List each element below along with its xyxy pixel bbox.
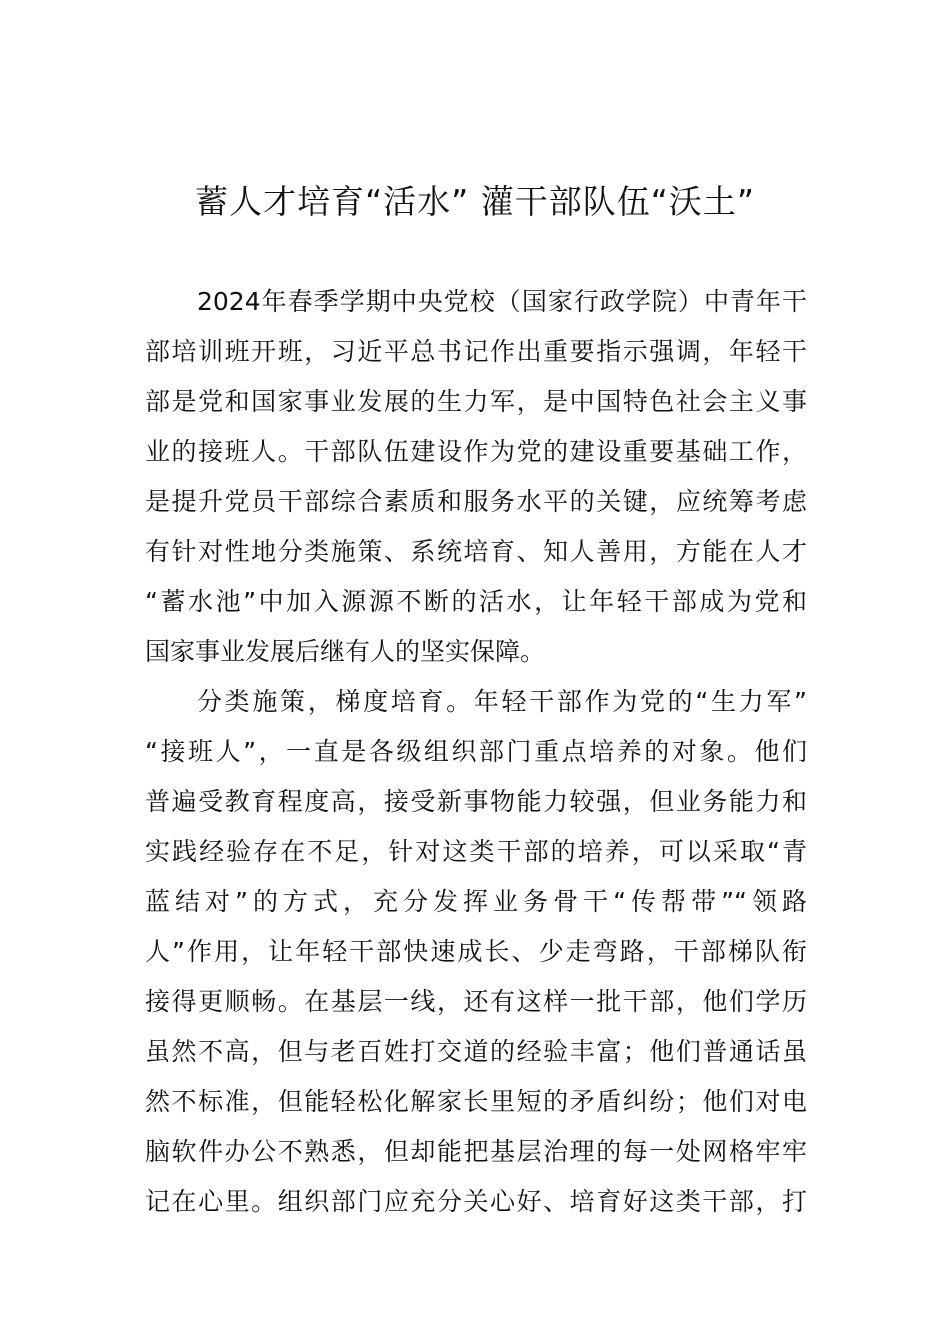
document-title: 蓄人才培育“活水” 灌干部队伍“沃土” [195, 182, 755, 221]
body-line: 分类施策，梯度培育。年轻干部作为党的“生力军” [197, 687, 807, 716]
document-body [145, 277, 807, 1227]
body-line: 蓝结对”的方式，充分发挥业务骨干“传帮带”“领路 [145, 887, 807, 916]
body-line: “蓄水池”中加入源源不断的活水，让年轻干部成为党和 [145, 587, 807, 616]
body-line: 脑软件办公不熟悉，但却能把基层治理的每一处网格牢牢 [145, 1137, 807, 1166]
body-line: 有针对性地分类施策、系统培育、知人善用，方能在人才 [145, 537, 807, 566]
body-line: 虽然不高，但与老百姓打交道的经验丰富；他们普通话虽 [145, 1037, 807, 1066]
body-line: 部培训班开班，习近平总书记作出重要指示强调，年轻干 [145, 337, 807, 366]
body-line: 国家事业发展后继有人的坚实保障。 [145, 637, 546, 666]
body-line: 实践经验存在不足，针对这类干部的培养，可以采取“青 [145, 837, 807, 866]
body-line: 然不标准，但能轻松化解家长里短的矛盾纠纷；他们对电 [145, 1087, 807, 1116]
body-line: 普遍受教育程度高，接受新事物能力较强，但业务能力和 [145, 787, 807, 816]
body-line: “接班人”，一直是各级组织部门重点培养的对象。他们 [145, 737, 807, 766]
body-line: 是提升党员干部综合素质和服务水平的关键，应统筹考虑 [145, 487, 807, 516]
body-line: 部是党和国家事业发展的生力军，是中国特色社会主义事 [145, 387, 807, 416]
body-line: 人”作用，让年轻干部快速成长、少走弯路，干部梯队衔 [145, 937, 807, 966]
body-line: 记在心里。组织部门应充分关心好、培育好这类干部，打 [145, 1187, 807, 1216]
body-line: 接得更顺畅。在基层一线，还有这样一批干部，他们学历 [145, 987, 807, 1016]
body-line: 2024年春季学期中央党校（国家行政学院）中青年干 [197, 287, 807, 316]
body-line: 业的接班人。干部队伍建设作为党的建设重要基础工作， [145, 437, 807, 466]
